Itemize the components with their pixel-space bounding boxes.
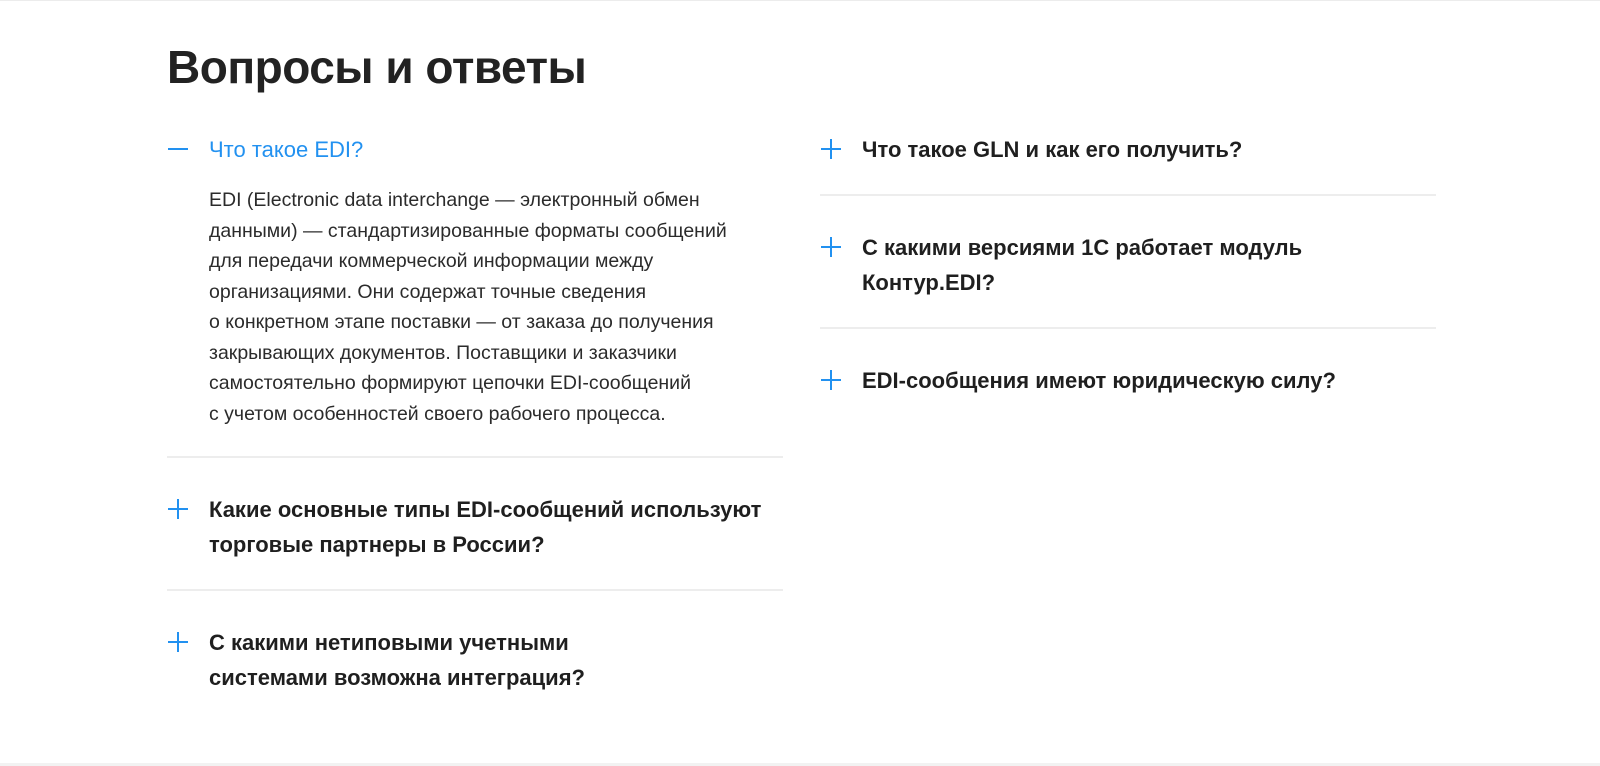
plus-icon bbox=[820, 363, 862, 398]
faq-question-toggle[interactable] bbox=[820, 363, 1436, 398]
plus-icon bbox=[820, 132, 862, 167]
page-title: Вопросы и ответы bbox=[167, 41, 587, 93]
faq-answer-line: организациями. Они содержат точные сведения bbox=[209, 280, 647, 303]
faq-answer-line: с учетом особенностей своего рабочего процесса. bbox=[209, 402, 666, 425]
plus-icon bbox=[820, 230, 862, 265]
faq-item-integration-systems bbox=[167, 591, 783, 722]
faq-item-edi-message-types bbox=[167, 458, 783, 591]
faq-answer-line: EDI (Electronic data interchange — электронный обмен bbox=[209, 189, 700, 211]
faq-item-what-is-edi bbox=[167, 118, 783, 458]
faq-answer bbox=[209, 185, 783, 429]
plus-icon bbox=[167, 625, 209, 660]
faq-question-text bbox=[209, 625, 585, 695]
faq-answer-line: данными) — стандартизированные форматы сообщений bbox=[209, 219, 727, 242]
faq-question-line: Какие основные типы EDI-сообщений используют bbox=[209, 497, 762, 522]
plus-icon bbox=[167, 492, 209, 527]
faq-question-line: Контур.EDI? bbox=[862, 270, 996, 295]
top-divider bbox=[0, 0, 1600, 1]
faq-question-line: С какими версиями 1С работает модуль bbox=[862, 235, 1303, 260]
faq-question-line: EDI-сообщения имеют юридическую силу? bbox=[862, 368, 1336, 393]
faq-question-line: С какими нетиповыми учетными bbox=[209, 630, 569, 655]
faq-question-text bbox=[862, 363, 1336, 398]
faq-question-text bbox=[862, 132, 1242, 167]
faq-answer-line: закрывающих документов. Поставщики и заказчики bbox=[209, 341, 677, 364]
faq-question-line: системами возможна интеграция? bbox=[209, 665, 585, 690]
faq-answer-line: для передачи коммерческой информации между bbox=[209, 250, 654, 272]
faq-question-toggle[interactable] bbox=[167, 132, 783, 167]
faq-question-text bbox=[209, 492, 761, 562]
faq-question-line: торговые партнеры в России? bbox=[209, 532, 545, 557]
faq-question-line: Что такое GLN и как его получить? bbox=[862, 137, 1243, 162]
faq-question-toggle[interactable] bbox=[820, 230, 1436, 300]
faq-item-1c-versions bbox=[820, 196, 1436, 329]
faq-question-toggle[interactable] bbox=[167, 625, 783, 695]
faq-answer-line: о конкретном этапе поставки — от заказа до получения bbox=[209, 311, 714, 333]
minus-icon bbox=[167, 132, 209, 167]
faq-question-text: Что такое EDI? bbox=[209, 137, 364, 162]
faq-column-left bbox=[167, 118, 783, 722]
faq-question-toggle[interactable] bbox=[820, 132, 1436, 167]
faq-question-text bbox=[862, 230, 1302, 300]
faq-item-gln bbox=[820, 118, 1436, 196]
faq-question-toggle[interactable] bbox=[167, 492, 783, 562]
faq-column-right bbox=[820, 118, 1436, 425]
faq-item-legal-force bbox=[820, 329, 1436, 425]
faq-answer-line: самостоятельно формируют цепочки EDI-сообщений bbox=[209, 372, 691, 394]
